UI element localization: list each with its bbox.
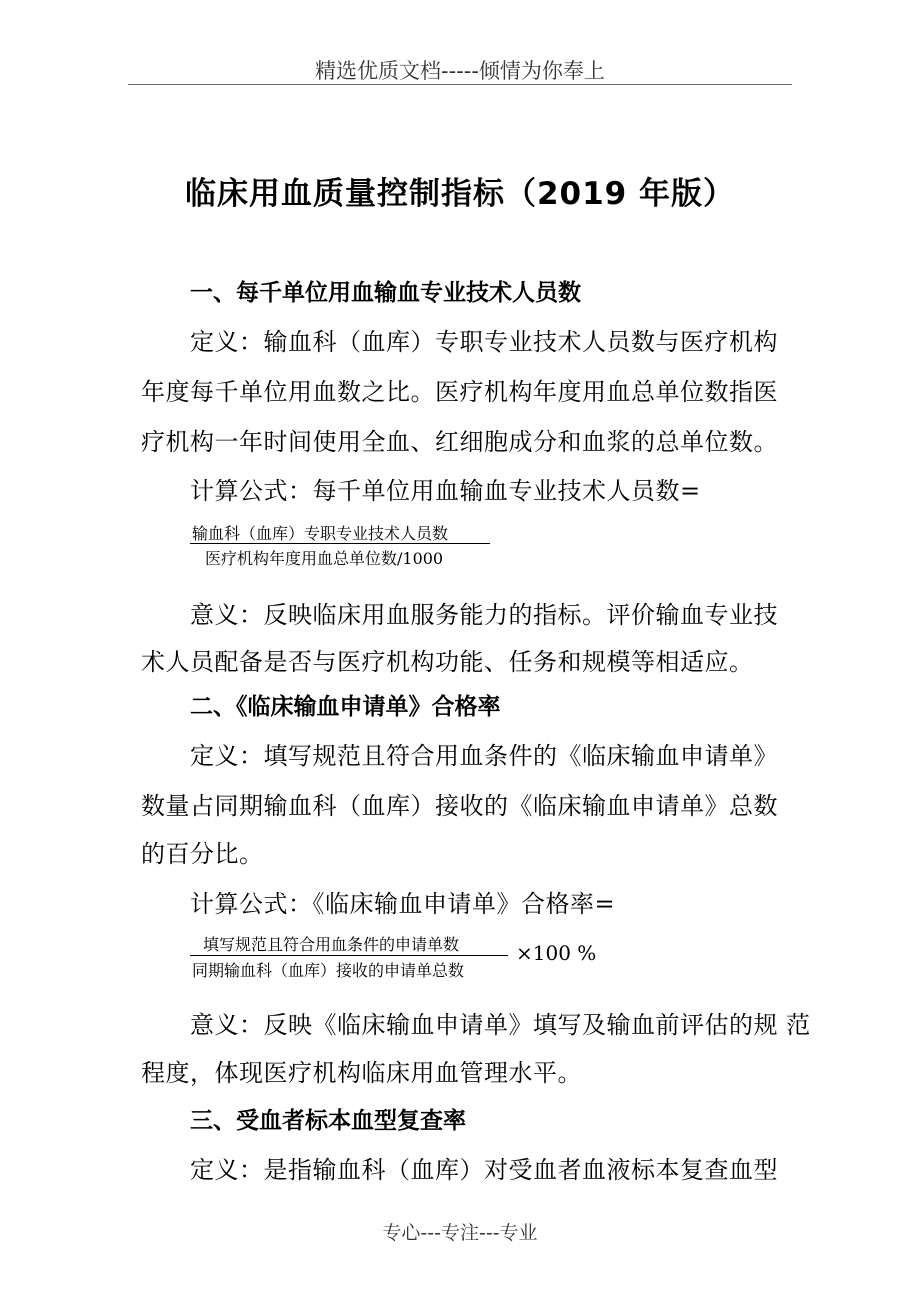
section-3-definition-line: 定义：是指输血科（血库）对受血者血液标本复查血型 xyxy=(190,1156,778,1184)
fraction-denominator: 同期输血科（血库）接收的申请单总数 xyxy=(192,961,465,980)
section-heading-2: 二、《临床输血申请单》合格率 xyxy=(190,694,501,720)
section-2-definition-line: 数量占同期输血科（血库）接收的《临床输血申请单》总数 xyxy=(141,792,778,820)
section-heading-3: 三、受血者标本血型复查率 xyxy=(190,1108,466,1134)
header-text: 精选优质文档-----倾情为你奉上 xyxy=(315,59,605,83)
section-2-definition-line: 定义：填写规范且符合用血条件的《临床输血申请单》 xyxy=(190,742,778,770)
section-2-formula-label: 计算公式：《临床输血申请单》合格率= xyxy=(190,890,616,918)
section-2-meaning-line: 意义：反映《临床输血申请单》填写及输血前评估的规 范 xyxy=(190,1011,811,1039)
page-footer: 专心---专注---专业 xyxy=(382,1222,538,1244)
fraction-denominator: 医疗机构年度用血总单位数/1000 xyxy=(205,549,444,568)
header-divider xyxy=(128,84,792,85)
fraction-bar xyxy=(190,955,508,956)
section-1-formula-label: 计算公式：每千单位用血输血专业技术人员数= xyxy=(190,477,701,505)
section-1-meaning-line: 术人员配备是否与医疗机构功能、任务和规模等相适应。 xyxy=(141,648,754,676)
section-1-definition-line: 疗机构一年时间使用全血、红细胞成分和血浆的总单位数。 xyxy=(141,428,778,456)
document-title: 临床用血质量控制指标（2019 年版） xyxy=(184,176,736,212)
section-1-definition-line: 年度每千单位用血数之比。医疗机构年度用血总单位数指医 xyxy=(141,378,778,406)
section-heading-1: 一、每千单位用血输血专业技术人员数 xyxy=(190,280,581,306)
fraction-bar xyxy=(190,543,490,544)
fraction-numerator: 填写规范且符合用血条件的申请单数 xyxy=(203,935,460,954)
section-1-definition-line: 定义：输血科（血库）专职专业技术人员数与医疗机构 xyxy=(190,328,778,356)
section-1-meaning-line: 意义：反映临床用血服务能力的指标。评价输血专业技 xyxy=(190,601,778,629)
fraction-percent-suffix: ×100 % xyxy=(516,941,597,965)
fraction-numerator: 输血科（血库）专职专业技术人员数 xyxy=(192,524,449,543)
section-2-definition-line: 的百分比。 xyxy=(141,840,264,868)
section-2-meaning-line: 程度，体现医疗机构临床用血管理水平。 xyxy=(141,1059,582,1087)
